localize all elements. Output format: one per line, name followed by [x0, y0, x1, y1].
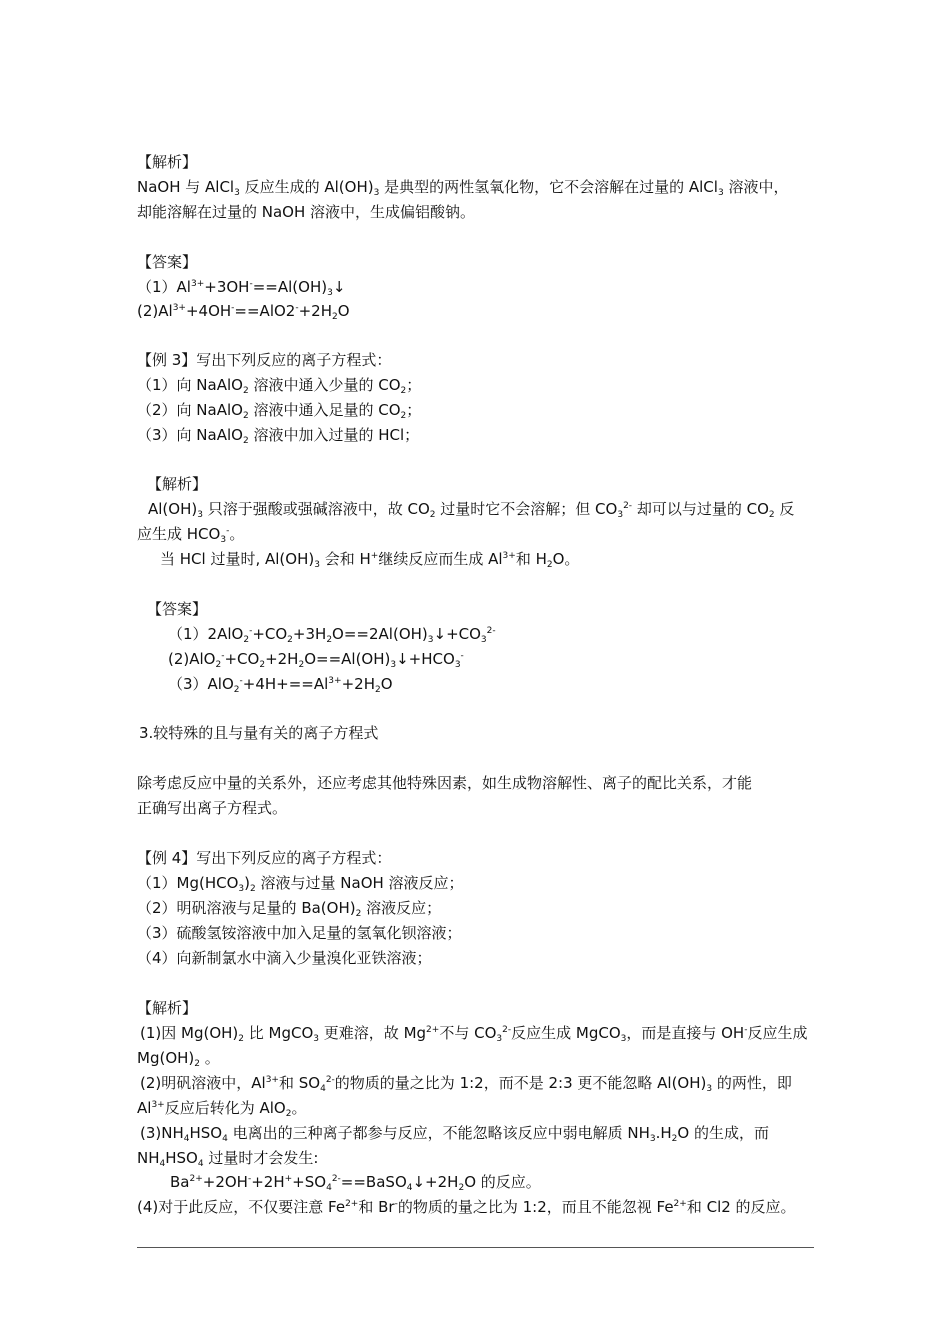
text-line: $(1)Mg(HCO_3)_2$ 溶液与过量 NaOH 溶液反应； [137, 874, 464, 894]
text-line: 3.较特殊的且与量有关的离子方程式 [139, 724, 379, 742]
text-line: 当 HCl 过量时, $Al(OH)_3$ 会和 H+继续反应而生成 $Al^{3+}$和 $H_2O$。 [160, 550, 580, 570]
text-line: $Al^{3+}$反应后转化为 AlO$_2$。 [137, 1099, 307, 1119]
text-line: $NH_4HSO_4$ 过量时才会发生: [137, 1149, 319, 1169]
text-line: （2）向 NaAlO$_2$ 溶液中通入足量的 $CO_2$； [137, 401, 422, 421]
text-line: (4)对于此反应，不仅要注意 $Fe^{2+}$和 Br-的物质的量之比为 1:2，而且不能忽视 $Fe^{2+}$和 Cl2 的反应。 [137, 1198, 796, 1216]
text-line: $(1)2AlO_2^-+CO_2+3H_2O==2Al(OH)_3↓+CO_3^{2-}$ [168, 625, 496, 645]
text-line: NaOH 与 AlCl$_3$ 反应生成的 $Al(OH)_3$ 是典型的两性氢氧化物，它不会溶解在过量的 AlCl$_3$ 溶液中， [137, 178, 789, 198]
text-line: 【答案】 [137, 253, 198, 271]
footer-rule [137, 1247, 814, 1248]
text-line: 除考虑反应中量的关系外，还应考虑其他特殊因素，如生成物溶解性、离子的配比关系，才能 [137, 774, 753, 792]
text-line: 却能溶解在过量的 NaOH 溶液中，生成偏铝酸钠。 [137, 203, 476, 221]
text-line: 正确写出离子方程式。 [137, 799, 288, 817]
text-line: （1）向 NaAlO$_2$ 溶液中通入少量的 $CO_2$； [137, 376, 422, 396]
text-line: $Al(OH)_3$ 只溶于强酸或强碱溶液中，故 $CO_2$ 过量时它不会溶解；但 $CO_3^{2-}$ 却可以与过量的 $CO_2$ 反 [148, 500, 795, 520]
text-line: $(3)AlO_2^-+4H+==Al^{3+}+2H_2O$ [168, 675, 393, 695]
text-line: 【答案】 [147, 600, 208, 618]
text-line: $(2)Al^{3+}+4OH^-==AlO2^-+2H_2O$ [137, 302, 350, 322]
text-line: (1)因 $Mg(OH)_2$ 比 MgCO$_3$ 更难溶，故 $Mg^{2+}$不与 $CO_3^{2-}$反应生成 MgCO$_3$，而是直接与 OH-反应生成 [140, 1024, 808, 1044]
text-line: （3）硫酸氢铵溶液中加入足量的氢氧化钡溶液； [137, 924, 462, 942]
text-line: （4）向新制氯水中滴入少量溴化亚铁溶液； [137, 949, 432, 967]
text-line: $Mg(OH)_2$ 。 [137, 1049, 220, 1069]
text-line: （3）向 NaAlO$_2$ 溶液中加入过量的 HCl； [137, 426, 420, 446]
text-line: $(3)NH_4HSO_4$ 电离出的三种离子都参与反应，不能忽略该反应中弱电解质 $NH_3.H_2O$ 的生成，而 [140, 1124, 769, 1144]
text-line: 【解析】 [137, 153, 198, 171]
text-line: 【例 4】写出下列反应的离子方程式： [137, 849, 392, 867]
text-line: （2）明矾溶液与足量的 $Ba(OH)_2$ 溶液反应； [137, 899, 442, 919]
text-line: $(2)AlO_2^-+CO_2+2H_2O==Al(OH)_3↓+HCO_3^-$ [168, 650, 464, 670]
text-line: $(1)Al^{3+}+3OH^-==Al(OH)_3↓$ [137, 278, 346, 298]
text-line: 【解析】 [137, 999, 198, 1017]
text-line: 应生成 $HCO_3^-$。 [137, 525, 245, 545]
text-line: 【例 3】写出下列反应的离子方程式： [137, 351, 392, 369]
text-line: (2)明矾溶液中，$Al^{3+}$和 $SO_4^{2-}$的物质的量之比为 1:2，而不是 2:3 更不能忽略 $Al(OH)_3$ 的两性，即 [140, 1074, 792, 1094]
text-line: 【解析】 [147, 475, 208, 493]
text-line: $Ba^{2+}+2OH^-+2H^++SO_4^{2-}==BaSO_4↓+2H_2O$ 的反应。 [170, 1173, 541, 1193]
